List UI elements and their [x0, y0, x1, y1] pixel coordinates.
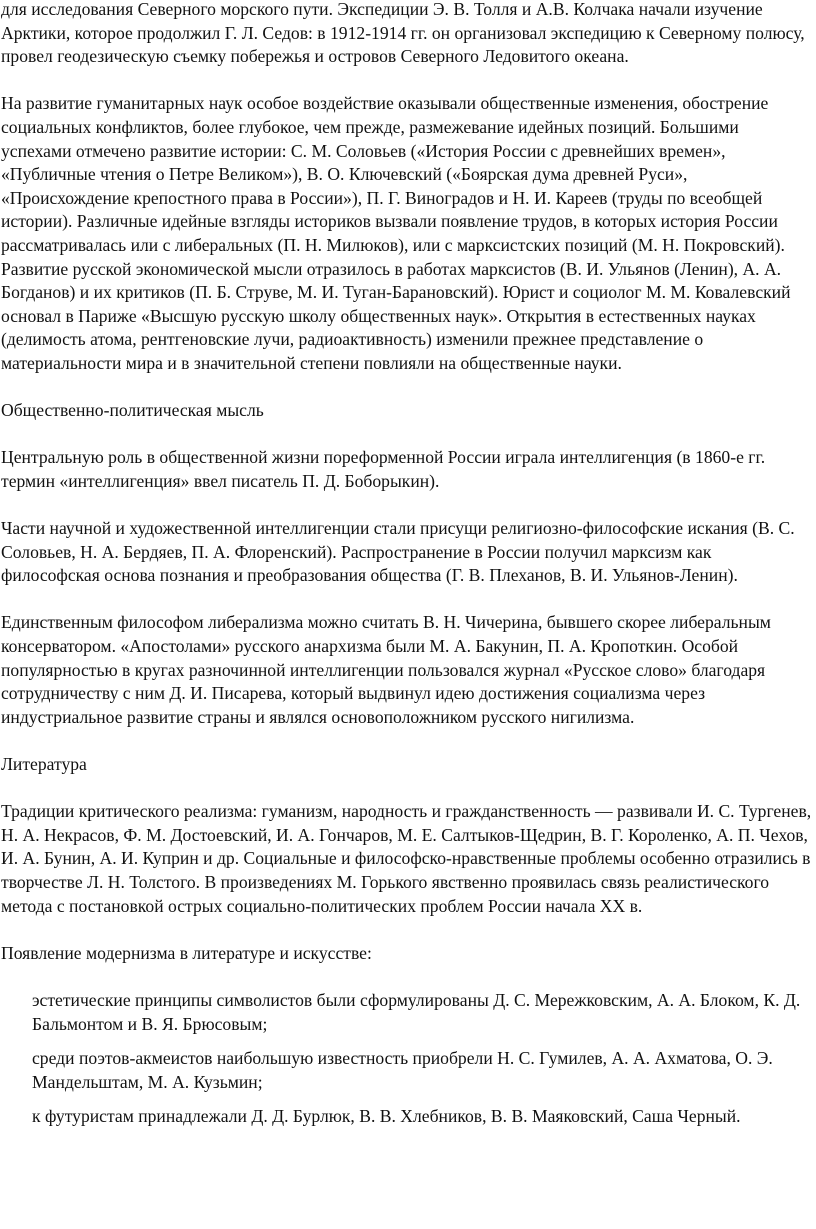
- paragraph-spacer: [1, 777, 812, 801]
- list-item-futurists: к футуристам принадлежали Д. Д. Бурлюк, В. В. Хлебников, В. В. Маяковский, Саша Черный.: [32, 1106, 741, 1127]
- section-heading-literature: Литература: [1, 754, 87, 774]
- paragraph-spacer: [1, 69, 812, 93]
- list-item-symbolists: эстетические принципы символистов были сформулированы Д. С. Мережковским, А. А. Блоком, К. Д. Бальмонтом и В. Я. Брюсовым;: [32, 989, 801, 1034]
- paragraph-spacer: [1, 493, 812, 517]
- modernism-list: [1, 989, 812, 1129]
- paragraph-arctic-expeditions: для исследования Северного морского пути. Экспедиции Э. В. Толля и А.В. Колчака начали изучение Арктики, которое продолжил Г. Л. Седов: в 1912-1914 гг. он организовал экспедицию к Северному полюсу, провел геодезическую съемку побережья и островов Северного Ледовитого океана.: [1, 0, 805, 67]
- paragraph-spacer: [1, 423, 812, 447]
- paragraph-modernism-intro: Появление модернизма в литературе и искусстве:: [1, 942, 372, 963]
- paragraph-spacer: [1, 729, 812, 753]
- paragraph-liberalism-anarchism: Единственным философом либерализма можно считать В. Н. Чичерина, бывшего скорее либеральным консерватором. «Апостолами» русского анархизма были М. А. Бакунин, П. А. Кропоткин. Особой популярностью в кругах разночинной интеллигенции пользовался журнал «Русское слово» благодаря сотрудничеству с ним Д. И. Писарева, который выдвинул идею достижения социализма через индустриальное развитие страны и являлся основоположником русского нигилизма.: [1, 612, 771, 727]
- paragraph-critical-realism: Традиции критического реализма: гуманизм, народность и гражданственность — развивали И. С. Тургенев, Н. А. Некрасов, Ф. М. Достоевский, И. А. Гончаров, М. Е. Салтыков-Щедрин, В. Г. Короленко, А. П. Чехов, И. А. Бунин, А. И. Куприн и др. Социальные и философско-нравственные проблемы особенно отразились в творчестве Л. Н. Толстого. В произведениях М. Горького явственно проявилась связь реалистического метода с постановкой острых социально-политических проблем России начала XX в.: [1, 801, 812, 916]
- paragraph-spacer: [1, 965, 812, 989]
- paragraph-religious-philosophy: Части научной и художественной интеллигенции стали присущи религиозно-философские искания (В. С. Соловьев, Н. А. Бердяев, П. А. Флоренский). Распространение в России получил марксизм как философская основа познания и преобразования общества (Г. В. Плеханов, В. И. Ульянов-Ленин).: [1, 518, 795, 586]
- paragraph-humanities: На развитие гуманитарных наук особое воздействие оказывали общественные изменения, обострение социальных конфликтов, более глубокое, чем прежде, размежевание идейных позиций. Большими успехами отмечено развитие истории: С. М. Соловьев («История России с древнейших времен», «Публичные чтения о Петре Великом»), В. О. Ключевский («Боярская дума древней Руси», «Происхождение крепостного права в России»), П. Г. Виноградов и Н. И. Кареев (труды по всеобщей истории). Различные идейные взгляды историков вызвали появление трудов, в которых история России рассматривалась или с либеральных (П. Н. Милюков), или с марксистских позиций (М. Н. Покровский). Развитие русской экономической мысли отразилось в работах марксистов (В. И. Ульянов (Ленин), А. А. Богданов) и их критиков (П. Б. Струве, М. И. Туган-Барановский). Юрист и социолог М. М. Ковалевский основал в Париже «Высшую русскую школу общественных наук». Открытия в естественных науках (делимость атома, рентгеновские лучи, радиоактивность) изменили прежнее представление о материальности мира и в значительной степени повлияли на общественные науки.: [1, 93, 791, 373]
- paragraph-intelligentsia: Центральную роль в общественной жизни пореформенной России играла интеллигенция (в 1860-е гг. термин «интеллигенция» ввел писатель П. Д. Боборыкин).: [1, 447, 766, 491]
- paragraph-spacer: [1, 588, 812, 612]
- paragraph-spacer: [1, 918, 812, 942]
- section-heading-political-thought: Общественно-политическая мысль: [1, 400, 264, 421]
- paragraph-spacer: [1, 376, 812, 400]
- list-item-acmeists: среди поэтов-акмеистов наибольшую известность приобрели Н. С. Гумилев, А. А. Ахматова, О. Э. Мандельштам, М. А. Кузьмин;: [32, 1048, 773, 1092]
